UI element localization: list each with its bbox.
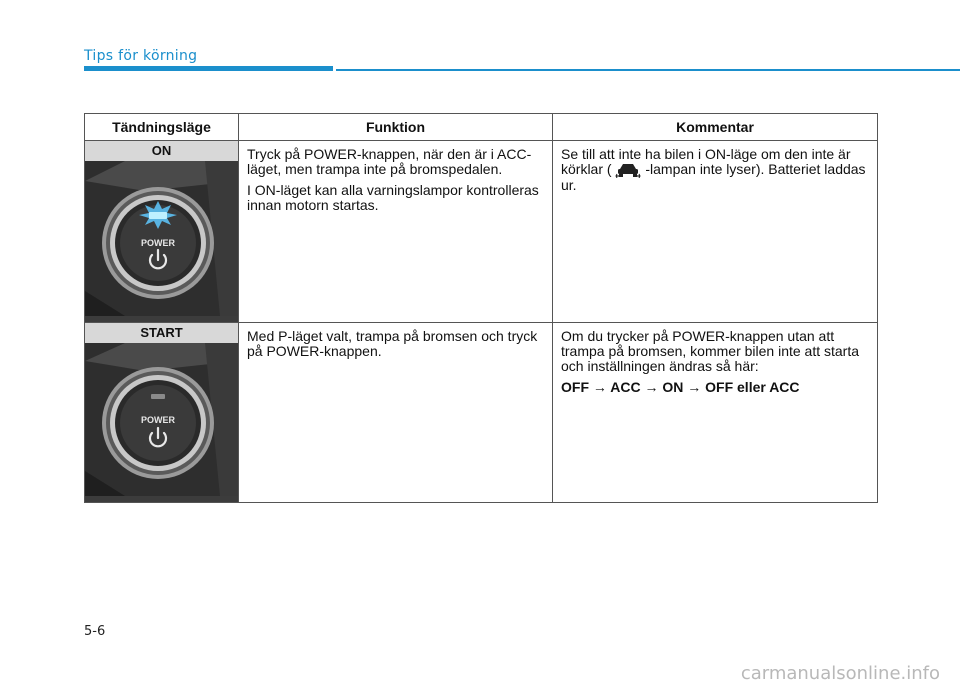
header-rule xyxy=(336,69,960,71)
header-accent-bar xyxy=(84,66,333,71)
watermark: carmanualsonline.info xyxy=(740,663,940,684)
comment-text xyxy=(561,147,869,193)
function-cell-start xyxy=(239,323,553,503)
function-text: Tryck på POWER-knappen, när den är i ACC-läget, men trampa inte på bromspedalen. xyxy=(247,146,532,177)
column-header-mode: Tändningsläge xyxy=(85,114,239,141)
mode-sequence: OFF → ACC → ON → OFF eller ACC xyxy=(561,379,800,395)
comment-text: Om du trycker på POWER-knappen utan att trampa på bromsen, kommer bilen inte att starta och inställningen ändras så här: xyxy=(561,328,860,374)
comment-text-after-icon: -lampan inte lyser). Batteriet laddas ur. xyxy=(561,161,866,194)
function-text: Med P-läget valt, trampa på bromsen och tryck på POWER-knappen. xyxy=(247,328,538,359)
table-row-start xyxy=(85,323,878,503)
table-header-row xyxy=(85,114,878,141)
power-button-start-image xyxy=(85,343,238,496)
table-row-on xyxy=(85,141,878,323)
comment-cell-start xyxy=(553,323,878,503)
comment-text-before-icon: Se till att inte ha bilen i ON-läge om den inte är körklar ( xyxy=(561,146,851,177)
mode-label-on: ON xyxy=(85,141,238,161)
power-button-label: POWER xyxy=(140,238,176,248)
power-button-on-image xyxy=(85,161,238,316)
function-text: I ON-läget kan alla varningslampor kontrolleras innan motorn startas. xyxy=(247,182,539,213)
ready-indicator-car-icon xyxy=(615,162,641,178)
mode-cell-on xyxy=(85,141,239,323)
power-button-label: POWER xyxy=(140,415,176,425)
mode-cell-start xyxy=(85,323,239,503)
mode-label-start: START xyxy=(85,323,238,343)
comment-cell-on xyxy=(553,141,878,323)
function-cell-on xyxy=(239,141,553,323)
column-header-function: Funktion xyxy=(239,114,553,141)
section-title: Tips för körning xyxy=(84,48,198,64)
ignition-mode-table xyxy=(84,113,878,503)
indicator-off-icon xyxy=(151,394,165,399)
column-header-comment: Kommentar xyxy=(553,114,878,141)
page-number: 5-6 xyxy=(84,624,106,639)
